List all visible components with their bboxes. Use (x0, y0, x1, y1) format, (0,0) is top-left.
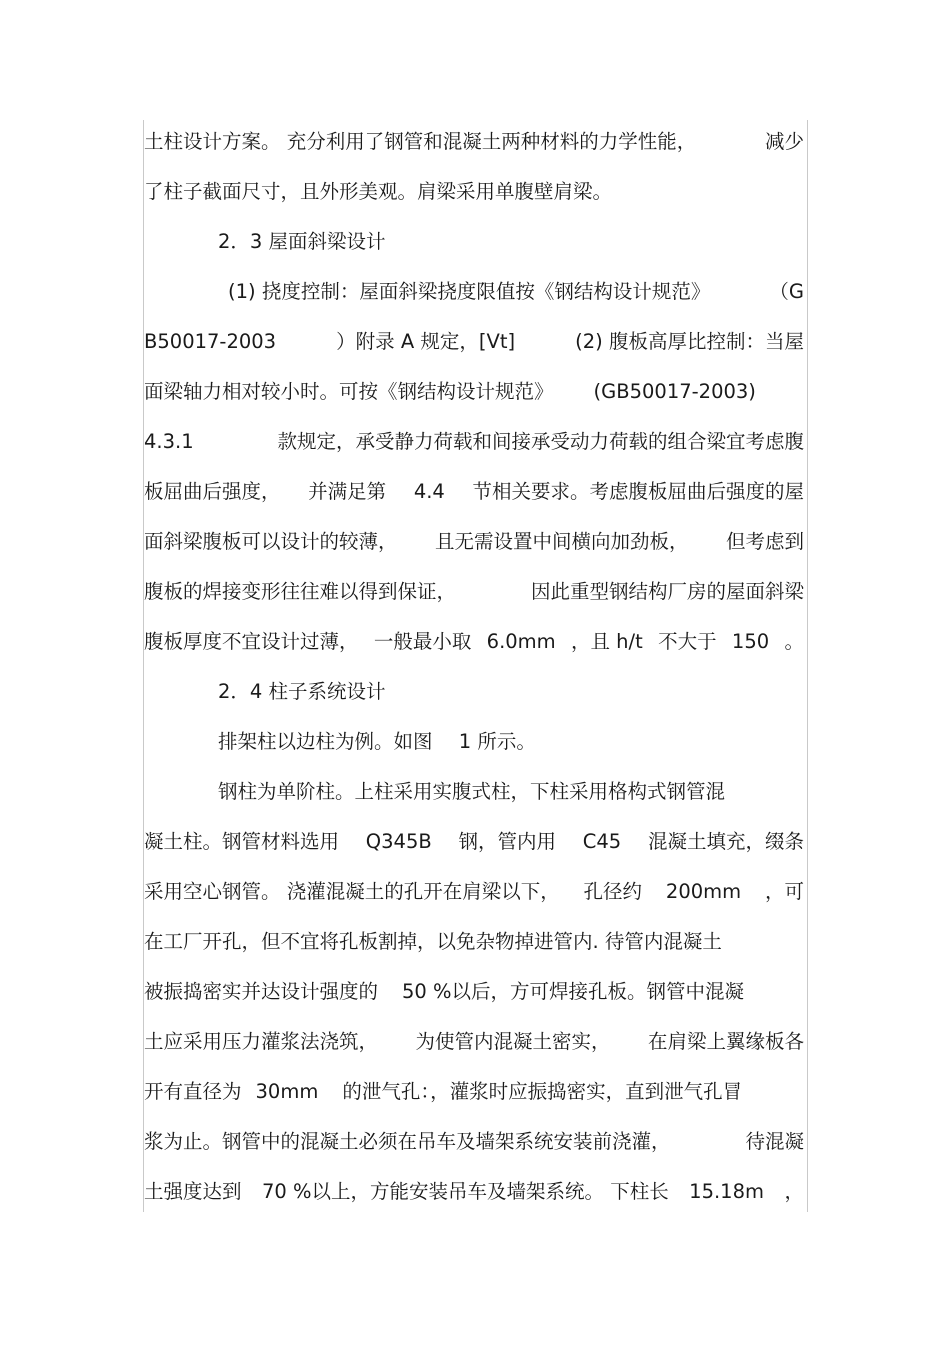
text-segment: B50017-2003 (144, 330, 277, 353)
text-line (144, 417, 804, 467)
text-segment: (1) 挠度控制：屋面斜梁挠度限值按《钢结构设计规范》 (228, 280, 711, 303)
text-segment: 面斜梁腹板可以设计的较薄， (144, 530, 398, 553)
text-segment: 并满足第 (308, 480, 387, 503)
text-segment: 板屈曲后强度， (144, 480, 281, 503)
text-segment: 土强度达到 (144, 1180, 242, 1203)
text-segment: 但考虑到 (725, 530, 804, 553)
text-segment: 节相关要求。考虑腹板屈曲后强度的屋 (472, 480, 804, 503)
text-line (144, 617, 804, 667)
text-line (144, 317, 804, 367)
text-segment: 腹板厚度不宜设计过薄， (144, 630, 359, 653)
text-segment: 4.4 (413, 480, 445, 503)
text-segment: 2．3 屋面斜梁设计 (218, 230, 386, 253)
text-segment: 排架柱以边柱为例。如图 (218, 730, 433, 753)
text-segment: 2．4 柱子系统设计 (218, 680, 386, 703)
text-segment: 钢，管内用 (458, 830, 557, 853)
text-line (144, 367, 804, 417)
text-line (144, 767, 804, 817)
text-segment: ，可 (764, 880, 804, 903)
text-segment: 土柱设计方案。 充分利用了钢管和混凝土两种材料的力学性能， (144, 130, 697, 153)
text-segment: 50 %以后，方可焊接孔板。钢管中混凝 (402, 980, 745, 1003)
text-segment: 。 (784, 630, 804, 653)
text-segment: 4.3.1 (144, 430, 194, 453)
text-segment: 土应采用压力灌浆法浇筑， (144, 1030, 379, 1053)
text-segment: 混凝土填充，缀条 (647, 830, 804, 853)
text-segment: 6.0mm (486, 630, 556, 653)
text-segment: 在工厂开孔，但不宜将孔板割掉，以免杂物掉进管内. 待管内混凝土 (144, 930, 722, 953)
text-segment: 待混凝 (745, 1130, 804, 1153)
text-segment: 面梁轴力相对较小时。可按《钢结构设计规范》 (144, 380, 554, 403)
text-segment: 一般最小取 (373, 630, 472, 653)
text-line (144, 117, 804, 167)
text-segment: 减少 (764, 130, 804, 153)
text-segment: 凝土柱。钢管材料选用 (144, 830, 340, 853)
text-segment: Q345B (365, 830, 432, 853)
text-segment: 采用空心钢管。 浇灌混凝土的孔开在肩梁以下， (144, 880, 560, 903)
text-line (144, 867, 804, 917)
body-text (144, 117, 804, 1217)
text-segment: 了柱子截面尺寸，且外形美观。肩梁采用单腹壁肩梁。 (144, 180, 613, 203)
text-segment: 孔径约 (583, 880, 643, 903)
text-line (144, 717, 804, 767)
text-line (144, 517, 804, 567)
text-segment: 开有直径为 (144, 1080, 242, 1103)
text-segment: 的泄气孔：，灌浆时应振捣密实，直到泄气孔冒 (342, 1080, 743, 1103)
text-segment: 不大于 (658, 630, 717, 653)
text-line (144, 167, 804, 217)
text-line (144, 917, 804, 967)
section-heading (144, 217, 804, 267)
text-segment: 70 %以上，方能安装吊车及墙架系统。 下柱长 (261, 1180, 669, 1203)
text-line (144, 817, 804, 867)
text-segment: 200mm (665, 880, 742, 903)
page-frame-right (807, 120, 808, 1212)
text-segment: (GB50017-2003) (593, 380, 756, 403)
text-segment: ， (784, 1180, 804, 1203)
text-line (144, 1067, 804, 1117)
text-segment: 因此重型钢结构厂房的屋面斜梁 (530, 580, 804, 603)
text-segment: ）附录 A 规定，[Vt] (336, 330, 516, 353)
text-segment: 浆为止。钢管中的混凝土必须在吊车及墙架系统安装前浇灌， (144, 1130, 671, 1153)
text-segment: 在肩梁上翼缘板各 (647, 1030, 804, 1053)
text-segment: 款规定，承受静力荷载和间接承受动力荷载的组合梁宜考虑腹 (277, 430, 804, 453)
text-segment: C45 (582, 830, 622, 853)
text-line (144, 267, 804, 317)
text-line (144, 567, 804, 617)
text-segment: 150 (731, 630, 770, 653)
text-segment: （G (769, 280, 804, 303)
text-line (144, 1117, 804, 1167)
text-segment: 1 所示。 (458, 730, 536, 753)
text-line (144, 467, 804, 517)
text-segment: 15.18m (689, 1180, 764, 1203)
text-segment: 为使管内混凝土密实， (415, 1030, 611, 1053)
text-line (144, 1017, 804, 1067)
section-heading (144, 667, 804, 717)
text-line (144, 967, 804, 1017)
text-segment: (2) 腹板高厚比控制：当屋 (575, 330, 804, 353)
text-segment: 钢柱为单阶柱。上柱采用实腹式柱，下柱采用格构式钢管混 (218, 780, 726, 803)
text-segment: 腹板的焊接变形往往难以得到保证， (144, 580, 457, 603)
text-line (144, 1167, 804, 1217)
text-segment: 被振捣密实并达设计强度的 (144, 980, 379, 1003)
text-segment: ，且 h/t (570, 630, 643, 653)
text-segment: 且无需设置中间横向加劲板， (434, 530, 689, 553)
text-segment: 30mm (255, 1080, 319, 1103)
